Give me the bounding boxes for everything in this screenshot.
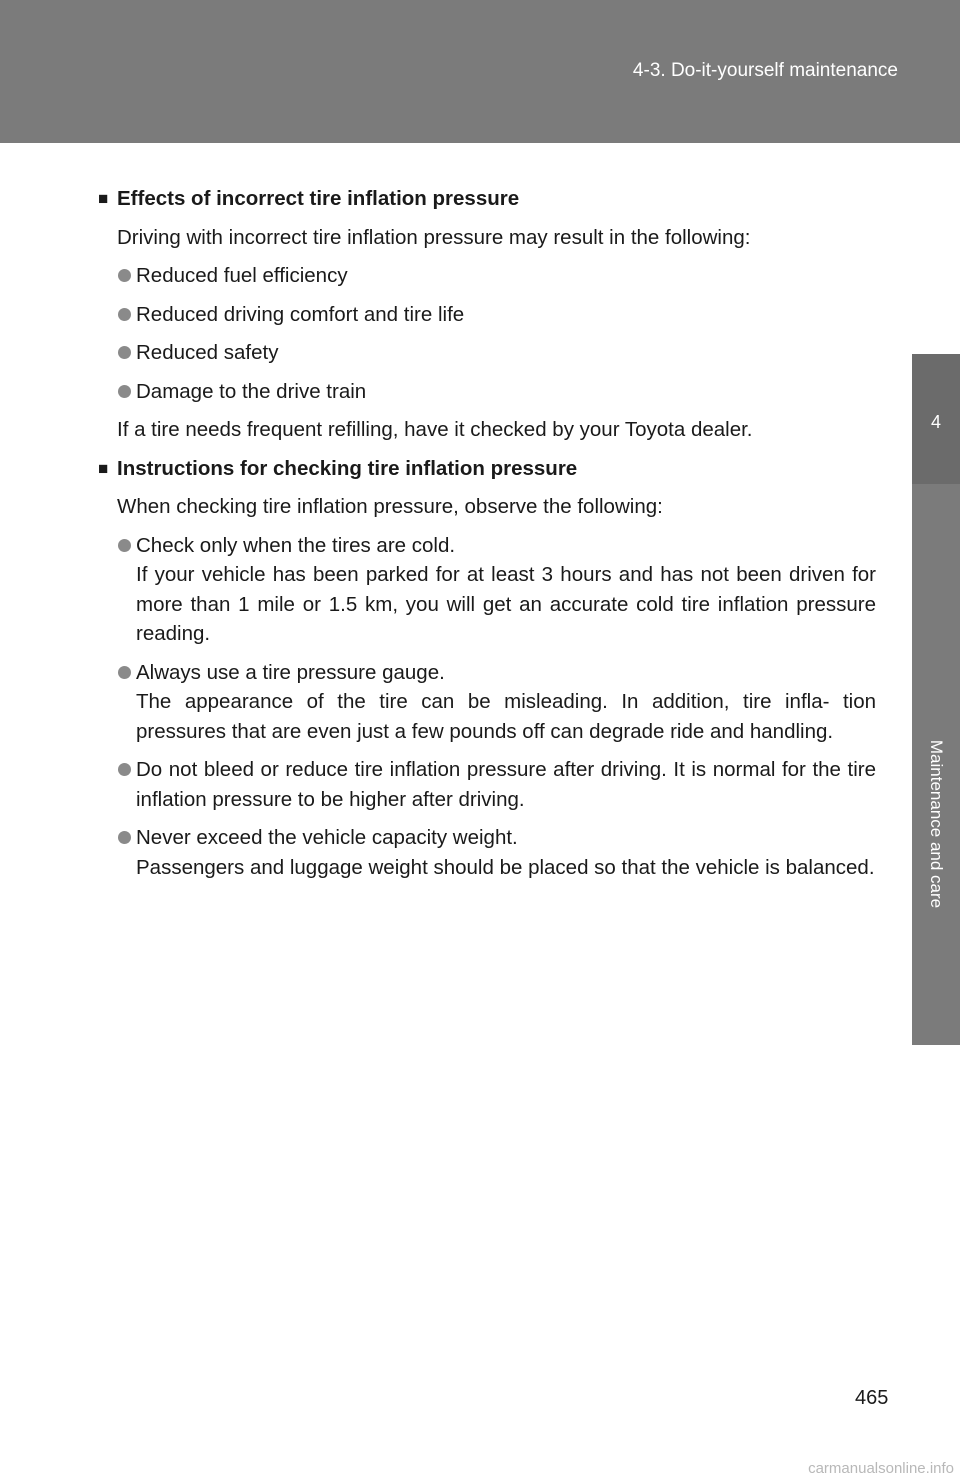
- square-bullet-icon: ■: [98, 189, 109, 208]
- main-content: [98, 184, 876, 891]
- list-item-detail: Passengers and luggage weight should be placed so that the vehicle is balanced.: [136, 855, 875, 879]
- watermark-text: carmanualsonline.info: [808, 1460, 954, 1477]
- list-item-text: Never exceed the vehicle capacity weight.: [136, 826, 518, 849]
- list-item: [98, 377, 876, 407]
- list-item: [98, 338, 876, 368]
- list-item-text: Reduced fuel efficiency: [136, 264, 348, 287]
- circle-bullet-icon: [118, 269, 131, 282]
- section-outro: If a tire needs frequent refilling, have it checked by your Toyota dealer.: [117, 418, 753, 441]
- circle-bullet-icon: [118, 831, 131, 844]
- chapter-label: Maintenance and care: [927, 739, 946, 909]
- circle-bullet-icon: [118, 346, 131, 359]
- list-item-detail: The appearance of the tire can be misleading. In addition, tire infla- tion pressures that are even just a few pounds off can degrade ride and handling.: [136, 690, 876, 743]
- list-item-detail: If your vehicle has been parked for at least 3 hours and has not been driven for more than 1 mile or 1.5 km, you will get an accurate cold tire inflation pressure reading.: [136, 563, 876, 645]
- list-item-text: Damage to the drive train: [136, 379, 367, 403]
- section-intro: When checking tire inflation pressure, observe the following:: [117, 495, 663, 518]
- square-bullet-icon: ■: [98, 458, 109, 478]
- chapter-number: 4: [930, 412, 941, 432]
- circle-bullet-icon: [118, 763, 131, 776]
- section-heading: [98, 454, 876, 484]
- list-item: [98, 823, 876, 882]
- list-item: [98, 261, 876, 291]
- header-band: [0, 0, 960, 143]
- circle-bullet-icon: [118, 539, 131, 552]
- circle-bullet-icon: [118, 385, 131, 398]
- list-item: [98, 300, 876, 330]
- circle-bullet-icon: [118, 308, 131, 321]
- circle-bullet-icon: [118, 666, 131, 679]
- section-title: 4-3. Do-it-yourself maintenance: [632, 60, 898, 81]
- list-item-text: Do not bleed or reduce tire inflation pressure after driving. It is normal for the tire inflation pressure to be higher after driving.: [136, 758, 876, 811]
- heading-text: Effects of incorrect tire inflation pressure: [117, 187, 520, 210]
- list-item-text: Reduced driving comfort and tire life: [136, 302, 465, 326]
- chapter-number-box: [912, 354, 960, 484]
- list-item: [98, 658, 876, 747]
- list-item: [98, 755, 876, 814]
- list-item-text: Reduced safety: [136, 341, 279, 364]
- list-item: [98, 531, 876, 649]
- section-intro: Driving with incorrect tire inflation pressure may result in the following:: [117, 225, 751, 249]
- page-number: 465: [855, 1387, 889, 1409]
- section-heading: [98, 184, 876, 214]
- chapter-side-tab: [912, 354, 960, 1045]
- list-item-text: Check only when the tires are cold.: [136, 533, 456, 557]
- heading-text: Instructions for checking tire inflation pressure: [117, 456, 578, 480]
- list-item-text: Always use a tire pressure gauge.: [136, 660, 445, 684]
